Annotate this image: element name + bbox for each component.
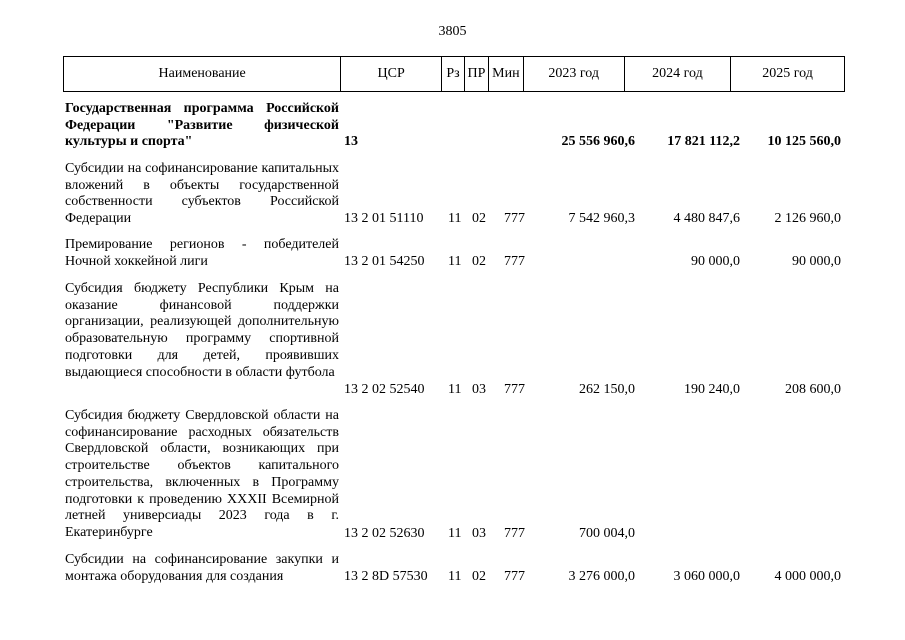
row-csr: 13 2 01 51110	[344, 211, 424, 227]
row-pr: 02	[472, 569, 486, 585]
header-2025: 2025 год	[762, 66, 813, 81]
row-min: 777	[504, 526, 525, 542]
row-rz: 11	[448, 569, 462, 585]
row-2023: 7 542 960,3	[568, 211, 635, 227]
row-rz: 11	[448, 211, 462, 227]
table-row	[63, 281, 845, 399]
row-csr: 13 2 01 54250	[344, 254, 425, 270]
row-min: 777	[504, 569, 525, 585]
row-2023: 25 556 960,6	[561, 134, 635, 150]
header-name: Наименование	[64, 57, 341, 91]
header-csr: ЦСР	[341, 57, 442, 91]
header-min: Мин	[489, 57, 524, 91]
table-row-program	[63, 101, 845, 151]
row-csr: 13 2 02 52630	[344, 526, 425, 542]
row-name: Премирование регионов - победителей Ночной хоккейной лиги	[65, 237, 339, 269]
row-rz: 11	[448, 526, 462, 542]
row-2023: 700 004,0	[579, 526, 635, 542]
page-number: 3805	[438, 24, 467, 39]
row-2023: 3 276 000,0	[568, 569, 635, 585]
header-rz: Рз	[442, 57, 465, 91]
row-csr: 13 2 8D 57530	[344, 569, 428, 585]
row-rz: 11	[448, 254, 462, 270]
table-row	[63, 408, 845, 543]
row-pr: 02	[472, 254, 486, 270]
table-header	[63, 56, 845, 92]
row-2024: 90 000,0	[691, 254, 740, 270]
row-min: 777	[504, 211, 525, 227]
header-2023: 2023 год	[524, 57, 625, 91]
row-2023: 262 150,0	[579, 382, 635, 398]
table-row	[63, 161, 845, 228]
row-pr: 03	[472, 382, 486, 398]
row-2024: 4 480 847,6	[673, 211, 740, 227]
table-row	[63, 552, 845, 586]
row-min: 777	[504, 254, 525, 270]
row-name: Субсидия бюджету Республики Крым на оказание финансовой поддержки организации, реализующей дополнительную образовательную программу спортивной подготовки для детей, проявивших выдающиеся способности в области футбола	[65, 281, 339, 380]
row-name: Государственная программа Российской Федерации "Развитие физической культуры и спорта"	[65, 101, 339, 150]
row-2025: 2 126 960,0	[774, 211, 841, 227]
table-row	[63, 237, 845, 271]
row-rz: 11	[448, 382, 462, 398]
row-csr: 13	[344, 134, 358, 150]
row-2025: 10 125 560,0	[767, 134, 841, 150]
row-2025: 4 000 000,0	[774, 569, 841, 585]
row-2024: 190 240,0	[684, 382, 740, 398]
header-pr: ПР	[465, 57, 489, 91]
row-name: Субсидия бюджету Свердловской области на софинансирование расходных обязательств Свердловской области, возникающих при строительстве объектов капитального строительства, включенных в Программу подготовки к проведению XXXII Всемирной летней универсиады 2023 года в г. Екатеринбурге	[65, 408, 339, 540]
row-2024: 3 060 000,0	[673, 569, 740, 585]
row-name: Субсидии на софинансирование закупки и монтажа оборудования для создания	[65, 552, 339, 584]
header-2024: 2024 год	[625, 57, 732, 91]
row-csr: 13 2 02 52540	[344, 382, 425, 398]
row-pr: 03	[472, 526, 486, 542]
row-2025: 208 600,0	[785, 382, 841, 398]
row-min: 777	[504, 382, 525, 398]
row-2025: 90 000,0	[792, 254, 841, 270]
row-pr: 02	[472, 211, 486, 227]
row-name: Субсидии на софинансирование капитальных вложений в объекты государственной собственности субъектов Российской Федерации	[65, 161, 339, 227]
row-2024: 17 821 112,2	[667, 134, 740, 150]
